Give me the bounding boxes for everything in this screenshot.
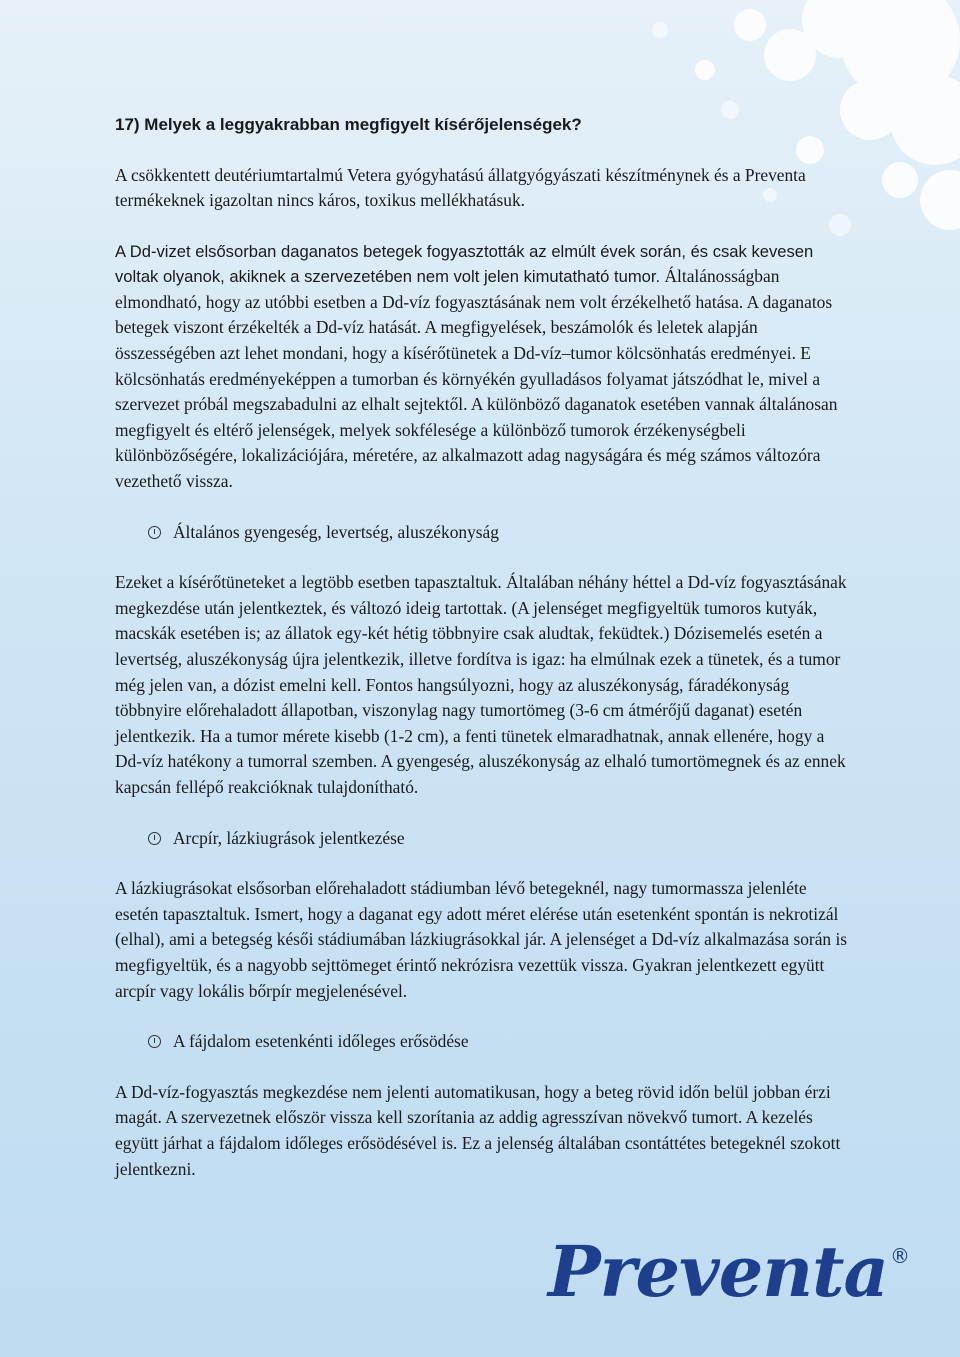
main-paragraph — [115, 239, 850, 495]
section-paragraph-weakness: Ezeket a kísérőtüneteket a legtöbb esetben tapasztaltuk. Általában néhány héttel a Dd-víz fogyasztásának megkezdése után jelentkeztek, és változó ideig tartottak. (A jelenséget megfigyeltük tumoros kutyák, macskák esetében is; az állatok egy-két hétig többnyire csak aludtak, feküdtek.) Dózisemelés esetén a levertség, aluszékonyság újra jelentkezik, illetve fordítva is igaz: ha elmúlnak ezek a tünetek, és a tumor még jelen van, a dózist emelni kell. Fontos hangsúlyozni, hogy az aluszékonyság, fáradékonyság többnyire előrehaladott állapotban, viszonylag nagy tumortömeg (3-6 cm átmérőjű daganat) esetén jelentkezik. Ha a tumor mérete kisebb (1-2 cm), a fenti tünetek elmaradhatnak, annak ellenére, hogy a Dd-víz hatékony a tumorral szemben. A gyengeség, aluszékonyság az elhaló tumortömegnek és az ennek kapcsán fellépő reakcióknak tulajdonítható. — [115, 572, 847, 797]
section-bullet-pain — [115, 1029, 850, 1055]
logo-wordmark: Preventa — [548, 1230, 888, 1313]
question-heading: 17) Melyek a leggyakrabban megfigyelt kísérőjelenségek? — [115, 115, 582, 134]
bullet-label: A fájdalom esetenkénti időleges erősödése — [173, 1031, 469, 1052]
section-bullet-fever — [115, 826, 850, 852]
clock-bullet-icon — [148, 526, 161, 539]
clock-bullet-icon — [148, 1035, 161, 1048]
bullet-label: Általános gyengeség, levertség, aluszékonyság — [173, 521, 499, 542]
bullet-label: Arcpír, lázkiugrások jelentkezése — [173, 827, 405, 848]
registered-trademark-mark: ® — [890, 1244, 910, 1268]
main-paragraph-sans-part: A Dd-vizet elsősorban daganatos betegek fogyasztották az elmúlt évek során, és csak kevesen voltak olyanok, akiknek a szervezetében nem volt jelen kimutatható tumor. — [115, 241, 814, 287]
clock-bullet-icon — [148, 832, 161, 845]
intro-paragraph: A csökkentett deutériumtartalmú Vetera gyógyhatású állatgyógyászati készítménynek és a Preventa termékeknek igazoltan nincs káros, toxikus mellékhatásuk. — [115, 164, 806, 211]
main-paragraph-serif-part: Általánosságban elmondható, hogy az utóbbi esetben a Dd-víz fogyasztásának nem volt érzékelhető hatása. A daganatos betegek viszont érzékelték a Dd-víz hatását. A megfigyelések, beszámolók és leletek alapján összességében azt lehet mondani, hogy a kísérőtünetek a Dd-víz–tumor kölcsönhatás eredményei. E kölcsönhatás eredményeképpen a tumorban és környékén gyulladásos folyamat játszódhat le, mivel a szervezet próbál megszabadulni az elhalt sejtektől. A különböző daganatok esetében vannak általánosan megfigyelt és eltérő jelenségek, melyek sokfélesége a különböző tumorok érzékenységbeli különbözőségére, lokalizációjára, méretére, az alkalmazott adag nagyságára és még számos változóra vezethető vissza. — [115, 266, 838, 492]
document-body — [115, 112, 850, 1207]
section-paragraph-fever: A lázkiugrásokat elsősorban előrehaladott stádiumban lévő betegeknél, nagy tumormassza jelenléte esetén tapasztaltuk. Ismert, hogy a daganat egy adott méret elérése után esetenként spontán is nekrotizál (elhal), ami a betegség késői stádiumában lázkiugrásokkal jár. A jelenséget a Dd-víz alkalmazása során is megfigyeltük, és a nagyobb sejttömeget érintő nekrózisra vezettük vissza. Gyakran jelentkezett együtt arcpír vagy lokális bőrpír megjelenésével. — [115, 878, 848, 1001]
section-bullet-weakness — [115, 520, 850, 546]
section-paragraph-pain: A Dd-víz-fogyasztás megkezdése nem jelenti automatikusan, hogy a beteg rövid időn belül jobban érzi magát. A szervezetnek először vissza kell szorítania az addig agresszívan növekvő tumort. A kezelés együtt járhat a fájdalom időleges erősödésével is. Ez a jelenség általában csontáttétes betegeknél szokott jelentkezni. — [115, 1081, 841, 1179]
preventa-logo — [548, 1232, 918, 1312]
